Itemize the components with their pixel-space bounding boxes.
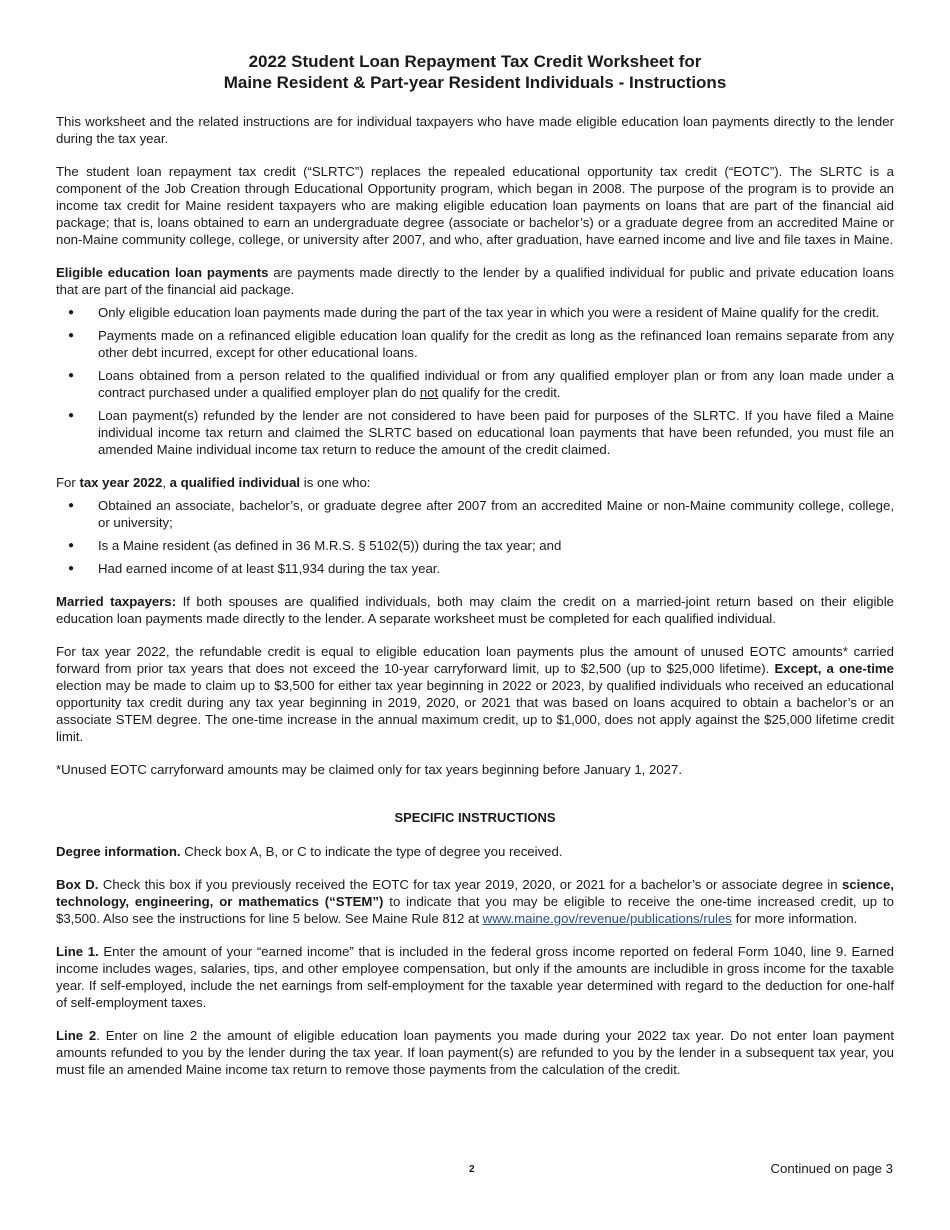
text-run: for more information. — [731, 911, 858, 926]
eligible-text: are payments made directly to the lender by a qualified individual for public and private education loans that are part of the financial aid package. — [56, 265, 894, 297]
page-title — [56, 51, 894, 93]
line-1-text: Enter the amount of your “earned income” that is included in the federal gross income reported on federal Form 1040, line 9. Earned income includes wages, salaries, tips, and other employee compensation, but only if the amounts are includible in gross income for the taxable year. If self-employed, include the net earnings from self-employment for the taxable year determined with regard to the deduction for one-half of self-employment taxes. — [56, 944, 894, 1010]
list-item — [56, 367, 894, 401]
box-d-term: Box D. — [56, 877, 99, 892]
qualified-term: a qualified individual — [169, 475, 301, 490]
married-taxpayers-paragraph — [56, 593, 894, 627]
eligible-bullet-list — [56, 304, 894, 458]
line-2-term: Line 2 — [56, 1028, 97, 1043]
not-emphasis: not — [419, 385, 439, 400]
page-number: 2 — [469, 1164, 475, 1175]
tax-year-term: tax year 2022 — [79, 475, 163, 490]
text-run: is one who: — [300, 475, 371, 490]
degree-text: Check box A, B, or C to indicate the type of degree you received. — [180, 844, 563, 859]
specific-instructions-heading: SPECIFIC INSTRUCTIONS — [394, 810, 556, 825]
bullet-text: qualify for the credit. — [438, 385, 561, 400]
maine-rules-link[interactable]: www.maine.gov/revenue/publications/rules — [482, 911, 732, 926]
degree-term: Degree information. — [56, 844, 181, 859]
overview-paragraph: The student loan repayment tax credit (“SLRTC”) replaces the repealed educational opportunity tax credit (“EOTC”). The SLRTC is a component of the Job Creation through Educational Opportunity program, which began in 2008. The purpose of the program is to provide an income tax credit for Maine resident taxpayers who are making eligible education loan payments on loans that are part of the financial aid package; that is, loans obtained to earn an undergraduate degree (associate or bachelor’s) or a graduate degree from an accredited Maine or non-Maine community college, college, or university after 2007, and who, after graduation, have earned income and live and file taxes in Maine. — [56, 164, 894, 247]
list-item: ● Is a Maine resident (as defined in 36 M.R.S. § 5102(5)) during the tax year; and — [56, 537, 894, 554]
eligible-term: Eligible education loan payments — [56, 265, 269, 280]
refundable-credit-paragraph — [56, 643, 894, 745]
list-item: ● Obtained an associate, bachelor’s, or graduate degree after 2007 from an accredited Maine or non-Maine community college, college, or university; — [56, 497, 894, 531]
text-run: For tax year 2022, the refundable credit is equal to eligible education loan payments plus the amount of unused EOTC amounts* carried forward from prior tax years that does not exceed the 10-year carryforward limit, up to $2,500 (up to $25,000 lifetime). — [56, 644, 894, 676]
list-item: ● Loan payment(s) refunded by the lender are not considered to have been paid for purposes of the SLRTC. If you have filed a Maine individual income tax return and claimed the SLRTC based on educational loan payments that have been refunded, you must file an amended Maine individual income tax return to reduce the amount of the credit claimed. — [56, 407, 894, 458]
list-item: ● Had earned income of at least $11,934 during the tax year. — [56, 560, 894, 577]
line-1-paragraph — [56, 943, 894, 1011]
text-run: Check this box if you previously received the EOTC for tax year 2019, 2020, or 2021 for a bachelor’s or associate degree in — [98, 877, 842, 892]
text-run: , — [162, 475, 170, 490]
bullet-text: Loans obtained from a person related to the qualified individual or from any qualified employer plan or from any loan made under a contract purchased under a qualified employer plan do — [98, 368, 894, 400]
title-line-1: 2022 Student Loan Repayment Tax Credit Worksheet for — [248, 52, 702, 71]
continued-note: Continued on page 3 — [770, 1161, 893, 1176]
qualified-bullet-list — [56, 497, 894, 577]
eligible-payments-paragraph — [56, 264, 894, 298]
footnote: *Unused EOTC carryforward amounts may be claimed only for tax years beginning before January 1, 2027. — [56, 762, 682, 777]
list-item: ● Only eligible education loan payments made during the part of the tax year in which you were a resident of Maine qualify for the credit. — [56, 304, 894, 321]
married-term: Married taxpayers: — [56, 594, 177, 609]
line-1-term: Line 1. — [56, 944, 99, 959]
box-d-paragraph — [56, 876, 894, 927]
married-text: If both spouses are qualified individuals, both may claim the credit on a married-joint return based on their eligible education loan payments made directly to the lender. A separate worksheet must be completed for each qualified individual. — [56, 594, 894, 626]
title-line-2: Maine Resident & Part-year Resident Individuals - Instructions — [223, 73, 727, 92]
except-term: Except, a one-time — [774, 661, 894, 676]
text-run: For — [56, 475, 80, 490]
list-item: ● Payments made on a refinanced eligible education loan qualify for the credit as long as the refinanced loan remains separate from any other debt incurred, except for other educational loans. — [56, 327, 894, 361]
document-page — [56, 51, 894, 1094]
degree-information-paragraph — [56, 843, 894, 860]
line-2-paragraph — [56, 1027, 894, 1078]
stem-term: science, technology, engineering, or mathematics (“STEM”) — [56, 877, 895, 909]
qualified-individual-paragraph — [56, 474, 894, 491]
intro-paragraph: This worksheet and the related instructions are for individual taxpayers who have made eligible education loan payments directly to the lender during the tax year. — [56, 114, 894, 146]
text-run: election may be made to claim up to $3,500 for either tax year beginning in 2022 or 2023, by qualified individuals who received an educational opportunity tax credit during any tax year beginning in 2019, 2020, or 2021 that was based on loans acquired to obtain a bachelor’s or an associate STEM degree. The one-time increase in the annual maximum credit, up to $1,000, does not apply against the $25,000 lifetime credit limit. — [56, 678, 894, 744]
text-run: to indicate that you may be eligible to receive the one-time increased credit, up to $3,500. Also see the instructions for line 5 below. See Maine Rule 812 at — [56, 894, 895, 926]
line-2-text: . Enter on line 2 the amount of eligible education loan payments you made during your 2022 tax year. Do not enter loan payment amounts refunded to you by the lender during the tax year. If loan payment(s) are refunded to you by the lender in a subsequent tax year, you must file an amended Maine income tax return to remove those payments from the calculation of the credit. — [56, 1028, 894, 1077]
